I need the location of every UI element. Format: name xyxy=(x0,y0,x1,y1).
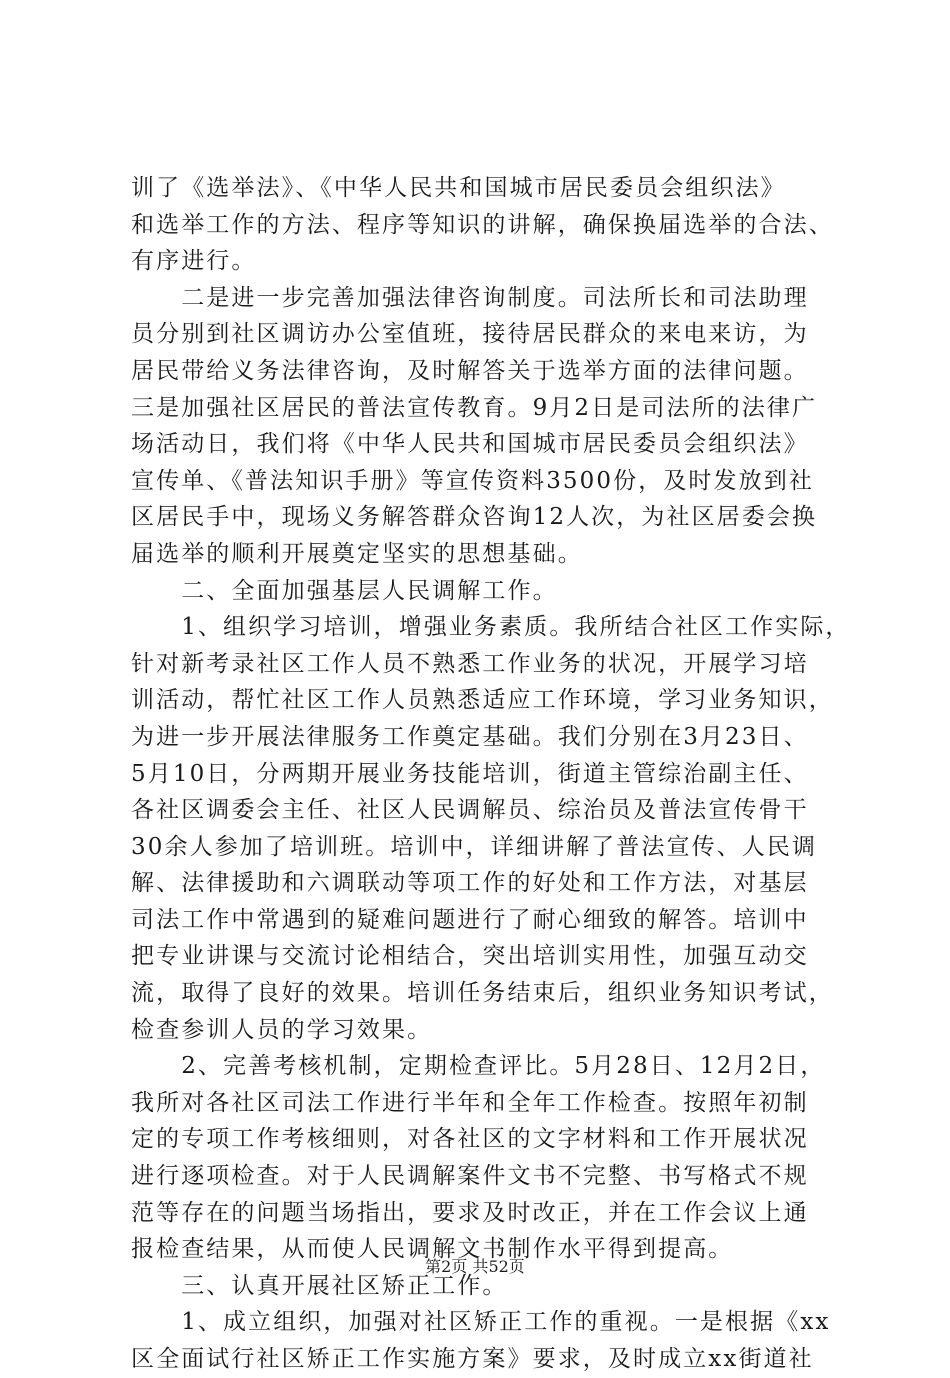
text-line: 届选举的顺利开展奠定坚实的思想基础。 xyxy=(131,540,583,567)
text-line: 把专业讲课与交流讨论相结合，突出培训实用性，加强互动交 xyxy=(131,943,809,970)
text-line: 进行逐项检查。对于人民调解案件文书不完整、书写格式不规 xyxy=(131,1163,809,1190)
text-line: 30余人参加了培训班。培训中，详细讲解了普法宣传、人民调 xyxy=(131,833,818,860)
text-line: 解、法律援助和六调联动等项工作的好处和工作方法，对基层 xyxy=(131,870,809,897)
text-line: 训活动，帮忙社区工作人员熟悉适应工作环境，学习业务知识， xyxy=(131,687,834,714)
text-line: 训了《选举法》、《中华人民共和国城市居民委员会组织法》 xyxy=(131,175,786,201)
text-line: 员分别到社区调访办公室值班，接待居民群众的来电来访，为 xyxy=(131,321,809,348)
text-line: 宣传单、《普法知识手册》等宣传资料3500份，及时发放到社 xyxy=(131,467,814,494)
section-heading: 二、全面加强基层人民调解工作。 xyxy=(131,577,558,604)
text-line: 检查参训人员的学习效果。 xyxy=(131,1016,433,1043)
page-footer: 第2页 共52页 xyxy=(425,1257,525,1276)
text-line: 为进一步开展法律服务工作奠定基础。我们分别在3月23日、 xyxy=(131,723,809,750)
section-heading: 三、认真开展社区矫正工作。 xyxy=(131,1272,508,1299)
text-line: 和选举工作的方法、程序等知识的讲解，确保换届选举的合法、 xyxy=(131,211,834,238)
text-line: 场活动日，我们将《中华人民共和国城市居民委员会组织法》 xyxy=(131,431,809,458)
text-line: 定的专项工作考核细则，对各社区的文字材料和工作开展状况 xyxy=(131,1126,809,1153)
text-line: 报检查结果，从而使人民调解文书制作水平得到提高。 xyxy=(131,1236,734,1263)
text-line: 范等存在的问题当场指出，要求及时改正，并在工作会议上通 xyxy=(131,1199,809,1226)
text-line: 1、成立组织，加强对社区矫正工作的重视。一是根据《xx xyxy=(131,1309,831,1336)
text-line: 针对新考录社区工作人员不熟悉工作业务的状况，开展学习培 xyxy=(131,650,809,677)
text-line: 我所对各社区司法工作进行半年和全年工作检查。按照年初制 xyxy=(131,1089,809,1116)
text-line: 区居民手中，现场义务解答群众咨询12人次，为社区居委会换 xyxy=(131,504,818,531)
text-line: 二是进一步完善加强法律咨询制度。司法所长和司法助理 xyxy=(131,284,809,311)
text-line: 2、完善考核机制，定期检查评比。5月28日、12月2日， xyxy=(131,1053,826,1080)
text-line: 5月10日，分两期开展业务技能培训，街道主管综治副主任、 xyxy=(131,760,809,787)
text-line: 有序进行。 xyxy=(131,248,257,275)
text-line: 司法工作中常遇到的疑难问题进行了耐心细致的解答。培训中 xyxy=(131,906,809,933)
text-line: 流，取得了良好的效果。培训任务结束后，组织业务知识考试， xyxy=(131,980,834,1007)
text-line: 区全面试行社区矫正工作实施方案》要求，及时成立xx街道社 xyxy=(131,1346,814,1372)
text-line: 三是加强社区居民的普法宣传教育。9月2日是司法所的法律广 xyxy=(131,394,818,421)
text-line: 1、组织学习培训，增强业务素质。我所结合社区工作实际， xyxy=(131,614,851,641)
text-line: 各社区调委会主任、社区人民调解员、综治员及普法宣传骨干 xyxy=(131,797,809,824)
text-line: 居民带给义务法律咨询，及时解答关于选举方面的法律问题。 xyxy=(131,357,809,384)
document-body xyxy=(131,170,851,1378)
